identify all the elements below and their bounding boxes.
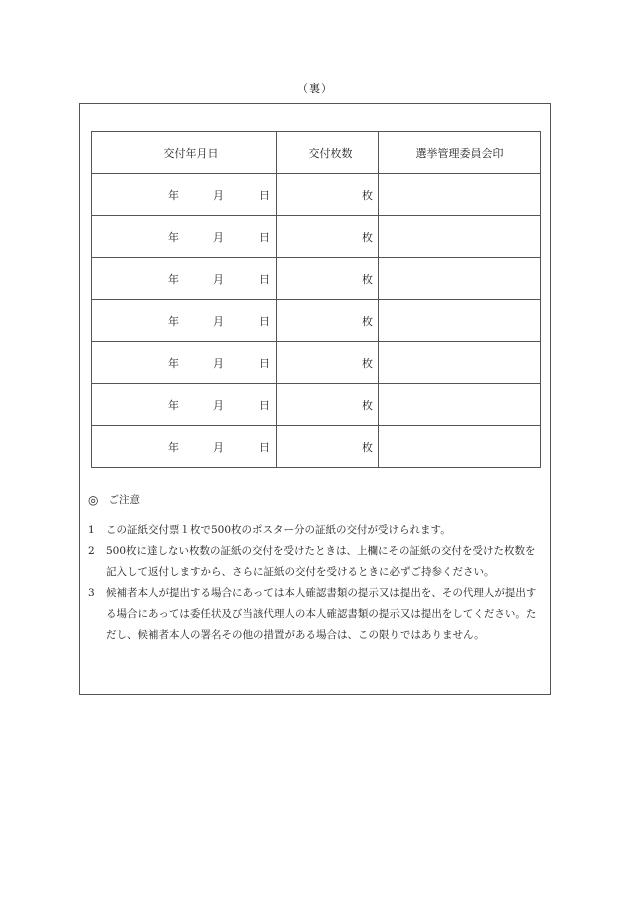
committee-seal-cell[interactable]: [379, 426, 541, 468]
day-label: 日: [259, 398, 270, 412]
note-text: この証紙交付票１枚で500枚のポスター分の証紙の交付が受けられます。: [106, 524, 451, 536]
table-row: [92, 384, 541, 426]
note-number: 1: [88, 524, 95, 536]
count-unit-label: 枚: [362, 188, 373, 202]
day-label: 日: [259, 188, 270, 202]
committee-seal-cell[interactable]: [379, 258, 541, 300]
issue-date-cell[interactable]: [92, 174, 277, 216]
note-text: 500枚に達しない枚数の証紙の交付を受けたときは、上欄にその証紙の交付を受けた枚数を記入して返付しますから、さらに証紙の交付を受けるときに必ずご持参ください。: [106, 545, 536, 578]
count-unit-label: 枚: [362, 356, 373, 370]
month-label: 月: [213, 398, 224, 412]
issue-count-cell[interactable]: [277, 426, 379, 468]
committee-seal-cell[interactable]: [379, 174, 541, 216]
year-label: 年: [168, 398, 179, 412]
day-label: 日: [259, 230, 270, 244]
table-row: [92, 174, 541, 216]
issue-count-cell[interactable]: [277, 342, 379, 384]
issue-count-cell[interactable]: [277, 174, 379, 216]
year-label: 年: [168, 314, 179, 328]
year-label: 年: [168, 188, 179, 202]
month-label: 月: [213, 188, 224, 202]
month-label: 月: [213, 230, 224, 244]
header-committee-seal: 選挙管理委員会印: [379, 132, 541, 174]
table-row: [92, 258, 541, 300]
note-number: 2: [88, 545, 95, 557]
issue-date-cell[interactable]: [92, 426, 277, 468]
committee-seal-cell[interactable]: [379, 216, 541, 258]
month-label: 月: [213, 440, 224, 454]
notes-title: [88, 492, 543, 507]
issue-count-cell[interactable]: [277, 384, 379, 426]
committee-seal-cell[interactable]: [379, 300, 541, 342]
header-issue-count: 交付枚数: [277, 132, 379, 174]
table-row: [92, 426, 541, 468]
year-label: 年: [168, 230, 179, 244]
note-item: [88, 541, 543, 583]
note-item: [88, 583, 543, 646]
year-label: 年: [168, 272, 179, 286]
note-number: 3: [88, 587, 95, 599]
issuance-ledger-table: [91, 131, 541, 468]
issue-date-cell[interactable]: [92, 384, 277, 426]
notes-title-text: ご注意: [108, 494, 140, 506]
issue-date-cell[interactable]: [92, 300, 277, 342]
form-frame: [79, 103, 551, 695]
table-row: [92, 300, 541, 342]
day-label: 日: [259, 272, 270, 286]
day-label: 日: [259, 314, 270, 328]
count-unit-label: 枚: [362, 440, 373, 454]
committee-seal-cell[interactable]: [379, 342, 541, 384]
table-header-row: [92, 132, 541, 174]
year-label: 年: [168, 440, 179, 454]
issue-count-cell[interactable]: [277, 216, 379, 258]
issue-date-cell[interactable]: [92, 342, 277, 384]
issue-count-cell[interactable]: [277, 258, 379, 300]
count-unit-label: 枚: [362, 398, 373, 412]
day-label: 日: [259, 356, 270, 370]
notes-section: [88, 492, 543, 646]
table-row: [92, 342, 541, 384]
day-label: 日: [259, 440, 270, 454]
table-row: [92, 216, 541, 258]
committee-seal-cell[interactable]: [379, 384, 541, 426]
issue-date-cell[interactable]: [92, 258, 277, 300]
double-circle-icon: ◎: [88, 492, 99, 507]
year-label: 年: [168, 356, 179, 370]
page-heading: （裏）: [297, 82, 333, 95]
issue-count-cell[interactable]: [277, 300, 379, 342]
note-item: [88, 520, 543, 541]
count-unit-label: 枚: [362, 230, 373, 244]
count-unit-label: 枚: [362, 272, 373, 286]
header-issue-date: 交付年月日: [92, 132, 277, 174]
month-label: 月: [213, 356, 224, 370]
count-unit-label: 枚: [362, 314, 373, 328]
month-label: 月: [213, 272, 224, 286]
note-text: 候補者本人が提出する場合にあっては本人確認書類の提示又は提出を、その代理人が提出する場合にあっては委任状及び当該代理人の本人確認書類の提示又は提出をしてください。ただし、候補者本人の署名その他の措置がある場合は、この限りではありません。: [106, 587, 537, 641]
issue-date-cell[interactable]: [92, 216, 277, 258]
month-label: 月: [213, 314, 224, 328]
